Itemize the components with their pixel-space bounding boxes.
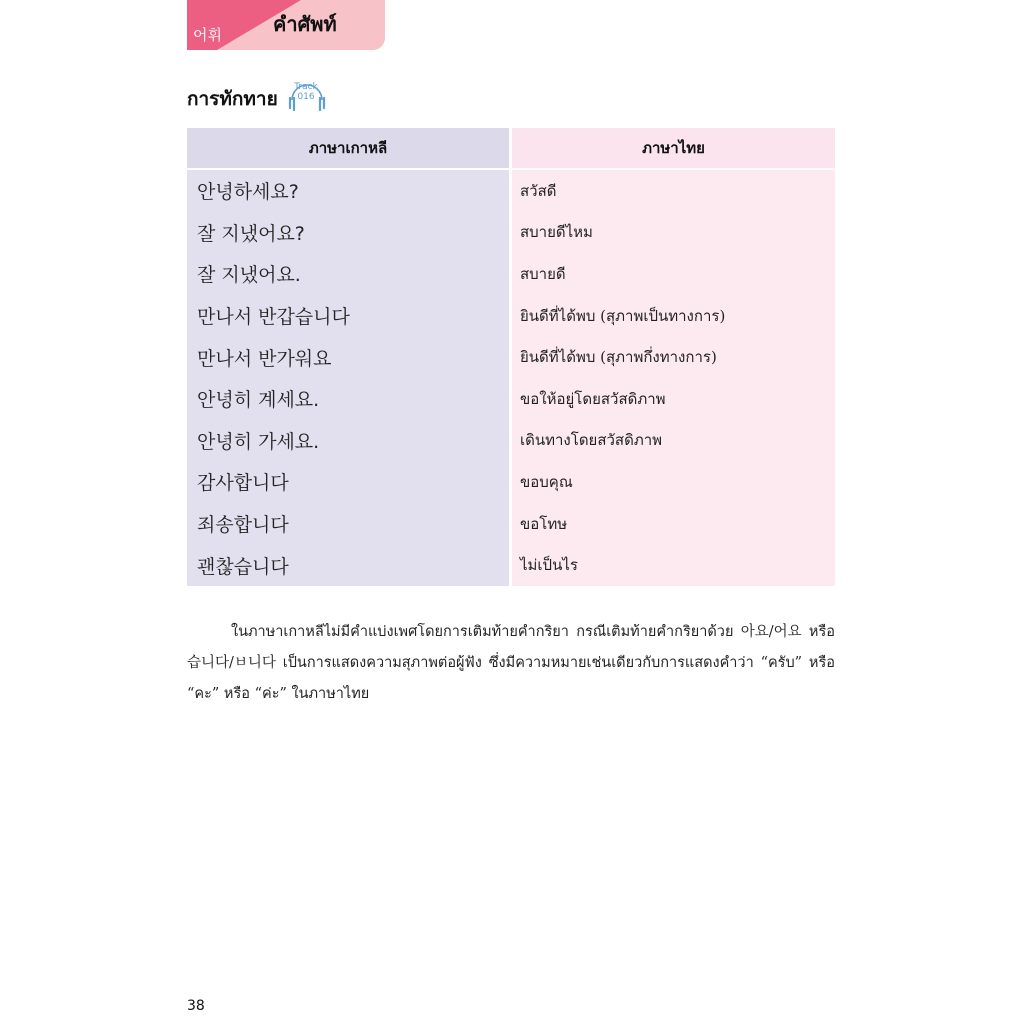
thai-cell: ขอโทษ	[509, 503, 835, 545]
table-row	[187, 295, 835, 337]
table-row	[187, 420, 835, 462]
table-row	[187, 212, 835, 254]
track-word: Track	[294, 82, 318, 92]
korean-cell: 만나서 반가워요	[187, 336, 509, 378]
paragraph-line: 습니다/ㅂ니다 เป็นการแสดงความสุภาพต่อผู้ฟัง ซึ่งมีความหมายเช่นเดียวกับการแสดงคำว่า “ครับ” หรือ	[187, 655, 835, 671]
track-label	[286, 82, 326, 102]
korean-cell: 잘 지냈어요.	[187, 253, 509, 295]
korean-cell: 괜찮습니다	[187, 544, 509, 586]
paragraph-line: “คะ” หรือ “ค่ะ” ในภาษาไทย	[187, 686, 370, 702]
korean-cell: 감사합니다	[187, 461, 509, 503]
track-badge[interactable]	[286, 74, 330, 114]
page-number: 38	[187, 998, 205, 1014]
table-row	[187, 170, 835, 212]
table-row	[187, 461, 835, 503]
korean-cell: 잘 지냈어요?	[187, 212, 509, 254]
header-tab	[187, 0, 385, 50]
header-tag-korean: 어휘	[193, 26, 222, 44]
korean-cell: 죄송합니다	[187, 503, 509, 545]
thai-cell: เดินทางโดยสวัสดิภาพ	[509, 420, 835, 462]
thai-cell: ไม่เป็นไร	[509, 544, 835, 586]
korean-cell: 안녕히 가세요.	[187, 420, 509, 462]
thai-cell: สบายดี	[509, 253, 835, 295]
column-header-thai: ภาษาไทย	[509, 128, 835, 170]
korean-cell: 만나서 반갑습니다	[187, 295, 509, 337]
column-header-korean: ภาษาเกาหลี	[187, 128, 509, 170]
thai-cell: สวัสดี	[509, 170, 835, 212]
thai-cell: ยินดีที่ได้พบ (สุภาพเป็นทางการ)	[509, 295, 835, 337]
korean-cell: 안녕히 계세요.	[187, 378, 509, 420]
table-row	[187, 378, 835, 420]
vocabulary-table	[187, 128, 835, 586]
header-title: คำศัพท์	[273, 12, 337, 36]
thai-cell: ยินดีที่ได้พบ (สุภาพกึ่งทางการ)	[509, 336, 835, 378]
table-row	[187, 336, 835, 378]
table-row	[187, 253, 835, 295]
table-row	[187, 544, 835, 586]
section-title: การทักทาย	[187, 88, 278, 110]
table-header-row	[187, 128, 835, 170]
track-number: 016	[297, 92, 315, 102]
thai-cell: สบายดีไหม	[509, 212, 835, 254]
thai-cell: ขอบคุณ	[509, 461, 835, 503]
explanation-paragraph	[187, 617, 835, 710]
thai-cell: ขอให้อยู่โดยสวัสดิภาพ	[509, 378, 835, 420]
korean-cell: 안녕하세요?	[187, 170, 509, 212]
table-row	[187, 503, 835, 545]
paragraph-line: ในภาษาเกาหลีไม่มีคำแบ่งเพศโดยการเติมท้ายคำกริยา กรณีเติมท้ายคำกริยาด้วย 아요/어요 หรือ	[231, 624, 835, 640]
